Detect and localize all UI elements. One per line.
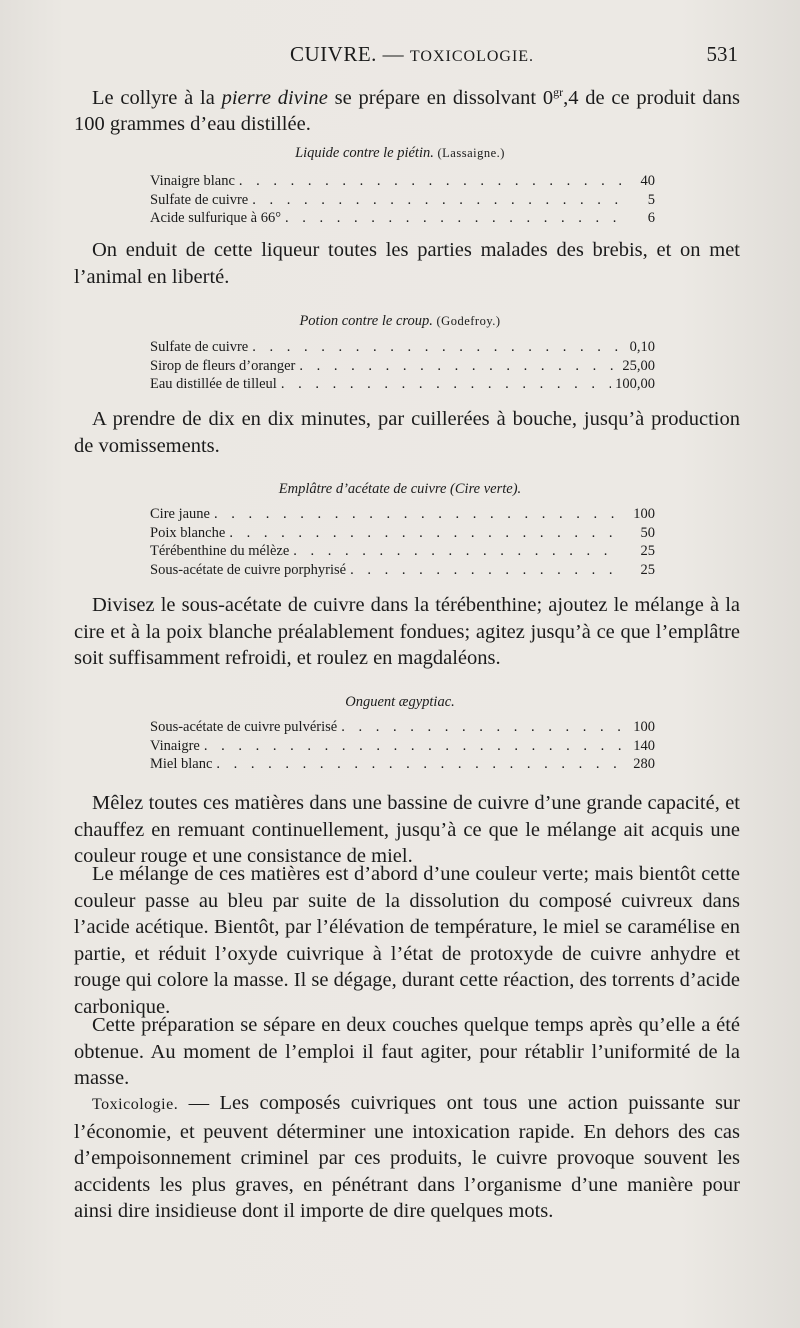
recipe-row: Térébenthine du mélèze . . . 25	[150, 542, 655, 561]
paragraph-emplatre: Divisez le sous-acétate de cuivre dans la térébenthine; ajoutez le mélange à la cire et à la poix blanche préalablement fondues; agitez jusqu’à ce que l’emplâtre soit suffisamment refroidi, et roulez en magdaléons.	[74, 594, 740, 669]
recipe-row: Acide sulfurique à 66° . . . 6	[150, 209, 655, 228]
paragraph-collyre: Le collyre à la pierre divine se prépare en dissolvant $0^{gr},4$ de ce produit dans 100 grammes d’eau distillée.	[74, 85, 740, 136]
chapter-title: CUIVRE.	[290, 42, 377, 66]
recipe-row: Cire jaune . . . 100	[150, 505, 655, 524]
recipe-table-emplatre	[150, 505, 655, 579]
recipe-row: Vinaigre . . . 140	[150, 737, 655, 756]
paragraph-melange: Le mélange de ces matières est d’abord d’une couleur verte; mais bientôt cette couleur passe au bleu par suite de la dissolution du composé cuivreux dans l’acide acétique. Bientôt, par l’élévation de température, le miel se caramélise en partie, et réduit l’oxyde cuivrique à l’état de protoxyde de cuivre anhydre et rouge qui colore la masse. Il se dégage, durant cette réaction, des torrents d’acide carbonique.	[74, 863, 740, 1018]
recipe-row: Miel blanc . . . 280	[150, 755, 655, 774]
recipe-row: Sous-acétate de cuivre porphyrisé . . . 25	[150, 561, 655, 580]
recipe-row: Sulfate de cuivre . . . 0,10	[150, 338, 655, 357]
recipe-row: Vinaigre blanc . . . 40	[150, 172, 655, 191]
running-header	[0, 42, 800, 72]
paragraph-toxicologie: Toxicologie. — Les composés cuivriques ont tous une action puissante sur l’économie, et peuvent déterminer une intoxication rapide. En dehors des cas d’empoisonnement criminel par ces produits, le cuivre provoque souvent les accidents les plus graves, en pénétrant dans l’organisme d’une manière pour ainsi dire insidieuse dont il importe de dire quelques mots.	[74, 1092, 740, 1222]
recipe-table-onguent	[150, 718, 655, 774]
recipe-row: Poix blanche . . . 50	[150, 524, 655, 543]
recipe-title-croup: Potion contre le croup. (Godefroy.)	[299, 313, 501, 329]
section-label: Toxicologie.	[92, 1096, 179, 1113]
page-number: 531	[706, 42, 738, 66]
header-dash: —	[382, 42, 405, 66]
recipe-title-emplatre: Emplâtre d’acétate de cuivre (Cire verte).	[278, 481, 522, 497]
italic-term: pierre divine	[221, 86, 328, 109]
recipe-table-croup	[150, 338, 655, 394]
running-title	[290, 42, 534, 67]
recipe-row: Sous-acétate de cuivre pulvérisé . . . 100	[150, 718, 655, 737]
paragraph-preparation: Cette préparation se sépare en deux couches quelque temps après qu’elle a été obtenue. Au moment de l’emploi il faut agiter, pour rétablir l’uniformité de la masse.	[74, 1014, 740, 1089]
paragraph-melez: Mêlez toutes ces matières dans une bassine de cuivre d’une grande capacité, et chauffez en remuant continuellement, jusqu’à ce que le mélange ait acquis une couleur rouge et une consistance de miel.	[74, 792, 740, 867]
recipe-title-onguent: Onguent ægyptiac.	[345, 694, 455, 710]
recipe-title-pietin: Liquide contre le piétin. (Lassaigne.)	[295, 145, 505, 161]
section-title: TOXICOLOGIE.	[409, 48, 535, 65]
recipe-row: Sulfate de cuivre . . . 5	[150, 191, 655, 210]
recipe-table-pietin	[150, 172, 655, 228]
recipe-row: Sirop de fleurs d’oranger . . . 25,00	[150, 357, 655, 376]
paragraph-potion: A prendre de dix en dix minutes, par cuillerées à bouche, jusqu’à production de vomissements.	[74, 408, 740, 457]
recipe-row: Eau distillée de tilleul . . . 100,00	[150, 375, 655, 394]
paragraph-liqueur: On enduit de cette liqueur toutes les parties malades des brebis, et on met l’animal en liberté.	[74, 239, 740, 288]
